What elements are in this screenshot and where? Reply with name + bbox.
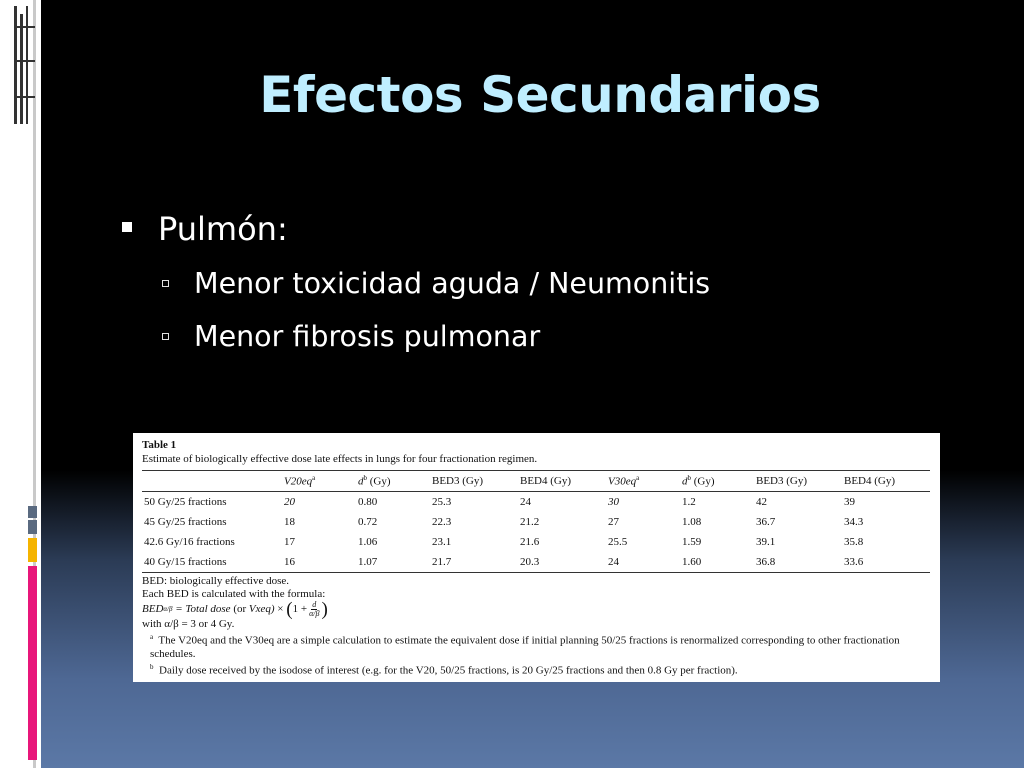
table-cell: 1.59 [682, 536, 702, 548]
table-row [142, 532, 930, 552]
slide-title: Efectos Secundarios [259, 66, 821, 124]
table-cell: 24 [520, 496, 531, 508]
bed-formula: BED α/β = Total dose (or Vxeq) × ( 1 + $\frac{d}{\alpha/\beta}$ ) [142, 599, 328, 620]
table-cell: 20.3 [518, 552, 606, 573]
col-header-bed4: BED4 (Gy) [518, 471, 606, 492]
table-header-row [142, 471, 930, 492]
col-header-v30eq: $V30eq^a$ [606, 471, 680, 492]
table-cell: 21.2 [520, 516, 540, 528]
table-cell: 1.08 [682, 516, 702, 528]
square-bullet-icon [122, 222, 132, 232]
sub-bullet-text: Menor fibrosis pulmonar [194, 320, 541, 353]
table-caption: Estimate of biologically effective dose late effects in lungs for four fractionation regimen. [142, 453, 538, 465]
table-cell: 1.60 [680, 552, 754, 573]
footnote-a: $^a$ The V20eq and the V30eq are a simple calculation to estimate the equivalent dose if initial planning 50/25 fractions is renormalized corresponding to other fractionation schedules. [150, 633, 900, 660]
hollow-square-bullet-icon [162, 280, 169, 287]
table-cell: 23.1 [432, 536, 452, 548]
table-cell: 21.7 [430, 552, 518, 573]
table-cell: 27 [608, 516, 619, 528]
col-header-d: $d^b$ (Gy) [356, 471, 430, 492]
table-cell: 35.8 [844, 536, 864, 548]
note-formula-intro: Each BED is calculated with the formula: [142, 588, 326, 600]
col-header-regimen [142, 471, 282, 492]
note-bed-definition: BED: biologically effective dose. [142, 575, 290, 587]
table-cell: 39.1 [756, 536, 776, 548]
table-cell: 25.5 [608, 536, 628, 548]
accent-yellow [28, 538, 37, 562]
table-cell: 1.2 [682, 496, 696, 508]
table-cell: 39 [844, 496, 855, 508]
footnote-b: $^b$ Daily dose received by the isodose of interest (e.g. for the V20, 50/25 fractions, is 20 Gy/25 fractions and then 0.8 Gy per fraction). [150, 662, 738, 677]
col-header-bed4: BED4 (Gy) [842, 471, 930, 492]
accent-magenta-bar [28, 566, 37, 760]
table-title: Table 1 [142, 439, 177, 451]
table-row [142, 492, 930, 513]
table-row [142, 512, 930, 532]
table-row [142, 552, 930, 573]
col-header-bed3: BED3 (Gy) [430, 471, 518, 492]
accent-slate-1 [28, 506, 37, 518]
table-cell: 25.3 [432, 496, 452, 508]
table-cell: 36.8 [754, 552, 842, 573]
table-cell: 0.72 [358, 516, 378, 528]
table-cell: 0.80 [358, 496, 378, 508]
col-header-bed3: BED3 (Gy) [754, 471, 842, 492]
table-cell: 36.7 [756, 516, 776, 528]
table-cell: 42.6 Gy/16 fractions [144, 536, 235, 548]
table-cell: 34.3 [844, 516, 864, 528]
table-cell: 40 Gy/15 fractions [142, 552, 282, 573]
table-cell: 22.3 [432, 516, 452, 528]
formula-fraction: $\frac{d}{\alpha/\beta}$ [309, 600, 320, 618]
table-cell: 45 Gy/25 fractions [144, 516, 227, 528]
bullet-text: Pulmón: [158, 210, 288, 248]
hollow-square-bullet-icon [162, 333, 169, 340]
table-cell: 30 [608, 496, 619, 508]
col-header-d: $d^b$ (Gy) [680, 471, 754, 492]
table-image [133, 433, 940, 682]
table-cell: 33.6 [842, 552, 930, 573]
table-cell: 42 [756, 496, 767, 508]
table-cell: 50 Gy/25 fractions [144, 496, 227, 508]
accent-slate-2 [28, 520, 37, 534]
table-cell: 18 [284, 516, 295, 528]
table-notes [142, 575, 931, 677]
table-cell: 21.6 [520, 536, 540, 548]
table-cell: 16 [282, 552, 356, 573]
dose-table [142, 470, 930, 573]
table-cell: 20 [284, 496, 295, 508]
table-cell: 1.06 [358, 536, 378, 548]
col-header-v20eq: $V20eq^a$ [282, 471, 356, 492]
table-cell: 24 [606, 552, 680, 573]
note-alpha-beta: with α/β = 3 or 4 Gy. [142, 618, 235, 630]
table-cell: 17 [284, 536, 295, 548]
table-cell: 1.07 [356, 552, 430, 573]
sub-bullet-text: Menor toxicidad aguda / Neumonitis [194, 267, 711, 300]
